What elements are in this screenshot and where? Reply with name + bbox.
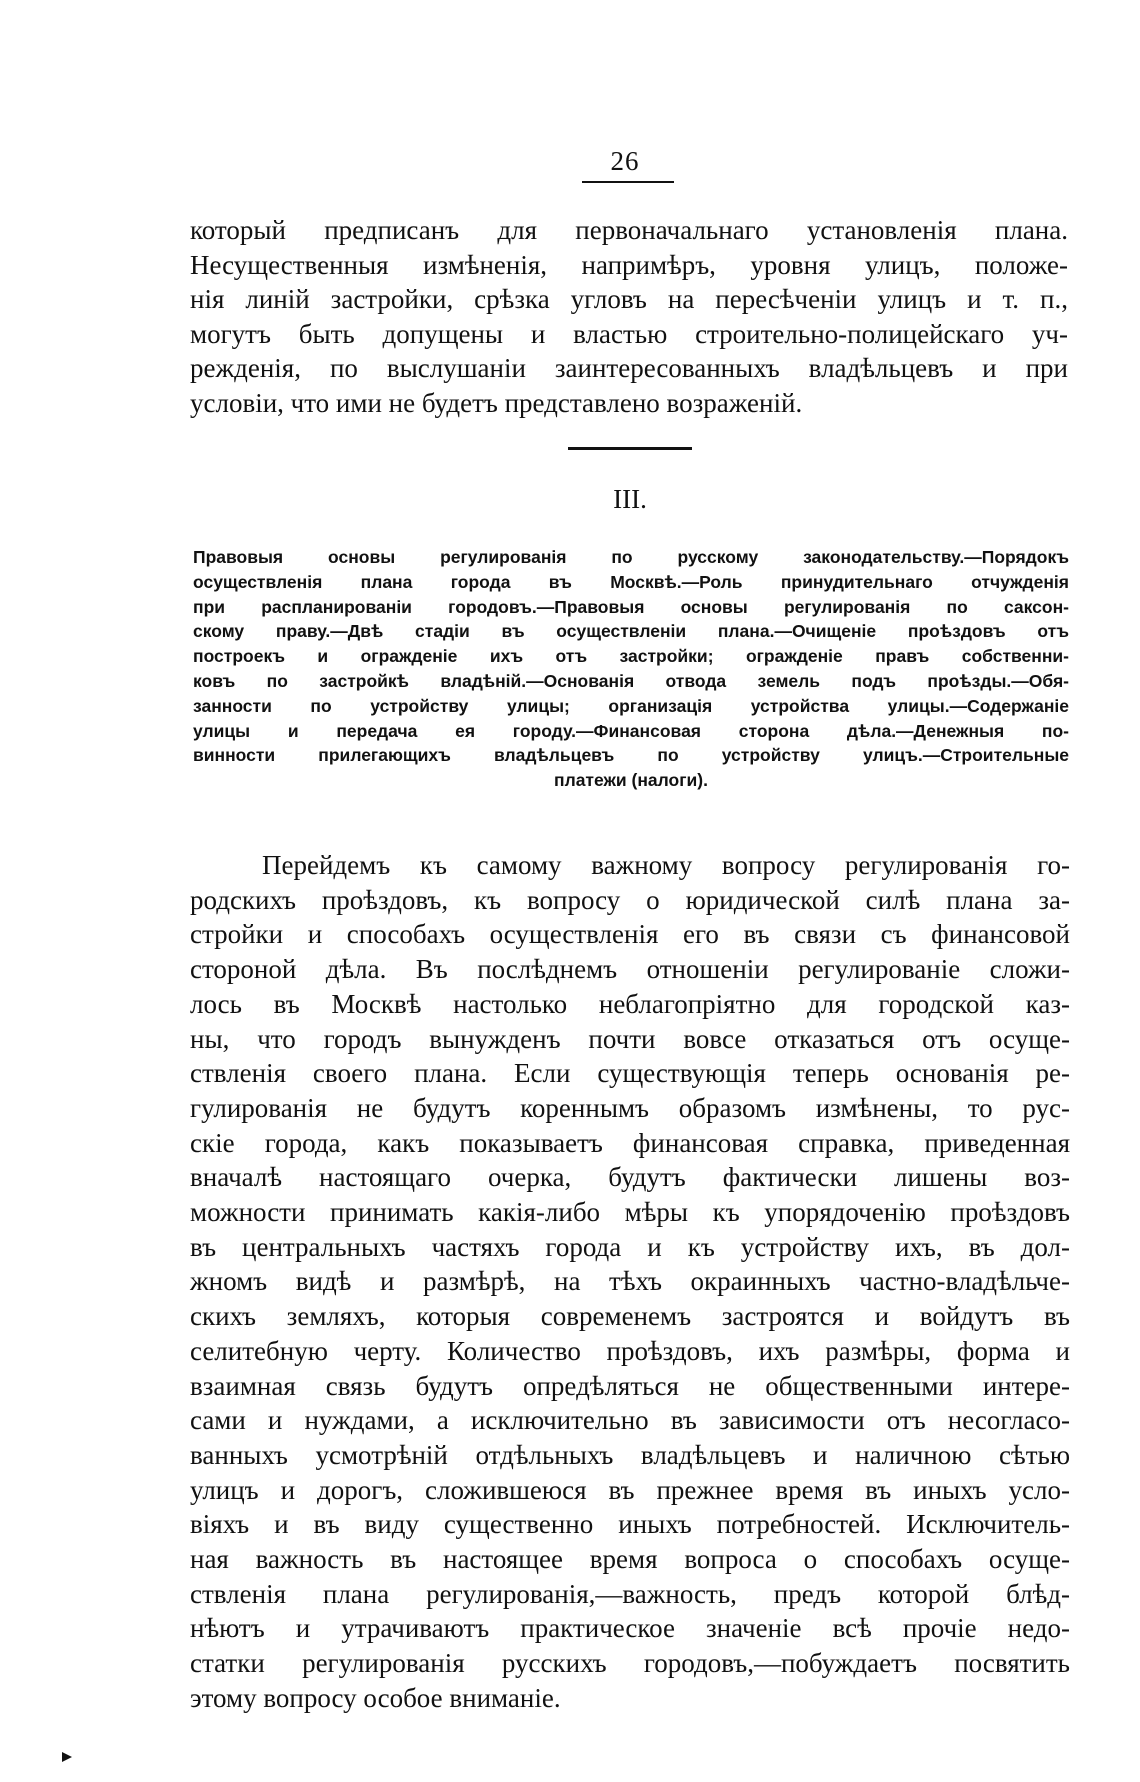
text-line: условіи, что ими не будетъ представлено возраженій. — [190, 387, 803, 418]
text-line: Несущественныя измѣненія, напримѣръ, уровня улицъ, положе- — [190, 249, 1068, 280]
main-paragraph — [190, 848, 1070, 1716]
text-line: этому вопросу особое вниманіе. — [190, 1682, 561, 1713]
text-line: родскихъ проѣздовъ, къ вопросу о юридической силѣ плана за- — [190, 884, 1070, 915]
text-line: стороной дѣла. Въ послѣднемъ отношеніи регулированіе сложи- — [190, 954, 1070, 985]
continuation-paragraph — [190, 213, 1068, 420]
summary-line: улицы и передача ея городу.—Финансовая сторона дѣла.—Денежныя по- — [193, 720, 1069, 741]
text-line: ствленія своего плана. Если существующія теперь основанія ре- — [190, 1058, 1070, 1089]
text-line: ны, что городъ вынужденъ почти вовсе отказаться отъ осуще- — [190, 1023, 1070, 1054]
summary-line: занности по устройству улицы; организація устройства улицы.—Содержаніе — [193, 695, 1069, 716]
text-line: могутъ быть допущены и властью строительно-полицейскаго уч- — [190, 318, 1068, 349]
summary-line: осуществленія плана города въ Москвѣ.—Роль принудительнаго отчужденія — [193, 571, 1069, 592]
summary-line: построекъ и огражденіе ихъ отъ застройки; огражденіе правъ собственни- — [193, 646, 1069, 667]
text-line: нія линій застройки, срѣзка угловъ на пересѣченіи улицъ и т. п., — [190, 284, 1068, 314]
text-line: взаимная связь будутъ опредѣляться не общественными интере- — [190, 1370, 1070, 1401]
summary-line: при распланированіи городовъ.—Правовыя основы регулированія по саксон- — [193, 596, 1069, 617]
text-line: ная важность въ настоящее время вопроса о способахъ осуще- — [190, 1544, 1070, 1575]
summary-line: скому праву.—Двѣ стадіи въ осуществленіи плана.—Очищеніе проѣздовъ отъ — [193, 621, 1069, 642]
text-line: скихъ земляхъ, которыя современемъ застроятся и войдутъ въ — [190, 1301, 1070, 1332]
page-number: 26 — [610, 146, 640, 176]
text-line: ванныхъ усмотрѣній отдѣльныхъ владѣльцевъ и наличною сѣтью — [190, 1439, 1070, 1470]
page-number-underline — [582, 181, 674, 183]
summary-line: ковъ по застройкѣ владѣній.—Основанія отвода земель подъ проѣзды.—Обя- — [193, 670, 1069, 691]
text-line: стройки и способахъ осуществленія его въ связи съ финансовой — [190, 919, 1070, 950]
summary-line: винности прилегающихъ владѣльцевъ по устройству улицъ.—Строительные — [193, 745, 1069, 766]
text-line: въ центральныхъ частяхъ города и къ устройству ихъ, въ дол- — [190, 1231, 1070, 1262]
text-line: жномъ видѣ и размѣрѣ, на тѣхъ окраинныхъ частно-владѣльче- — [190, 1266, 1070, 1297]
text-line: ствленія плана регулированія,—важность, предъ которой блѣд- — [190, 1578, 1070, 1609]
text-line: который предписанъ для первоначальнаго установленія плана. — [190, 215, 1068, 245]
text-line: вначалѣ настоящаго очерка, будутъ фактически лишены воз- — [190, 1162, 1070, 1193]
text-line: гулированія не будутъ кореннымъ образомъ измѣнены, то рус- — [190, 1092, 1070, 1123]
text-line: улицъ и дорогъ, сложившеюся въ прежнее время въ иныхъ усло- — [190, 1474, 1070, 1505]
section-number: III. — [613, 484, 647, 514]
text-line: лось въ Москвѣ настолько неблагопріятно для городской каз- — [190, 988, 1070, 1019]
text-line: статки регулированія русскихъ городовъ,—побуждаетъ посвятить — [190, 1648, 1070, 1679]
text-line: селитебную черту. Количество проѣздовъ, ихъ размѣры, форма и — [190, 1335, 1070, 1366]
text-line: режденія, по выслушаніи заинтересованныхъ владѣльцевъ и при — [190, 353, 1068, 383]
text-line: Перейдемъ къ самому важному вопросу регулированія го- — [262, 850, 1070, 880]
text-line: сами и нуждами, а исключительно въ зависимости отъ несогласо- — [190, 1405, 1070, 1436]
text-line: віяхъ и въ виду существенно иныхъ потребностей. Исключитель- — [190, 1509, 1070, 1540]
text-line: скіе города, какъ показываетъ финансовая справка, приведенная — [190, 1127, 1070, 1158]
section-summary — [193, 545, 1069, 793]
text-line: можности принимать какія-либо мѣры къ упорядоченію проѣздовъ — [190, 1197, 1070, 1228]
text-line: нѣютъ и утрачиваютъ практическое значеніе всѣ прочіе недо- — [190, 1613, 1070, 1644]
section-divider — [568, 447, 692, 450]
page-corner-mark — [62, 1752, 72, 1762]
summary-line: платежи (налоги). — [554, 770, 708, 791]
summary-line: Правовыя основы регулированія по русскому законодательству.—Порядокъ — [193, 547, 1069, 567]
